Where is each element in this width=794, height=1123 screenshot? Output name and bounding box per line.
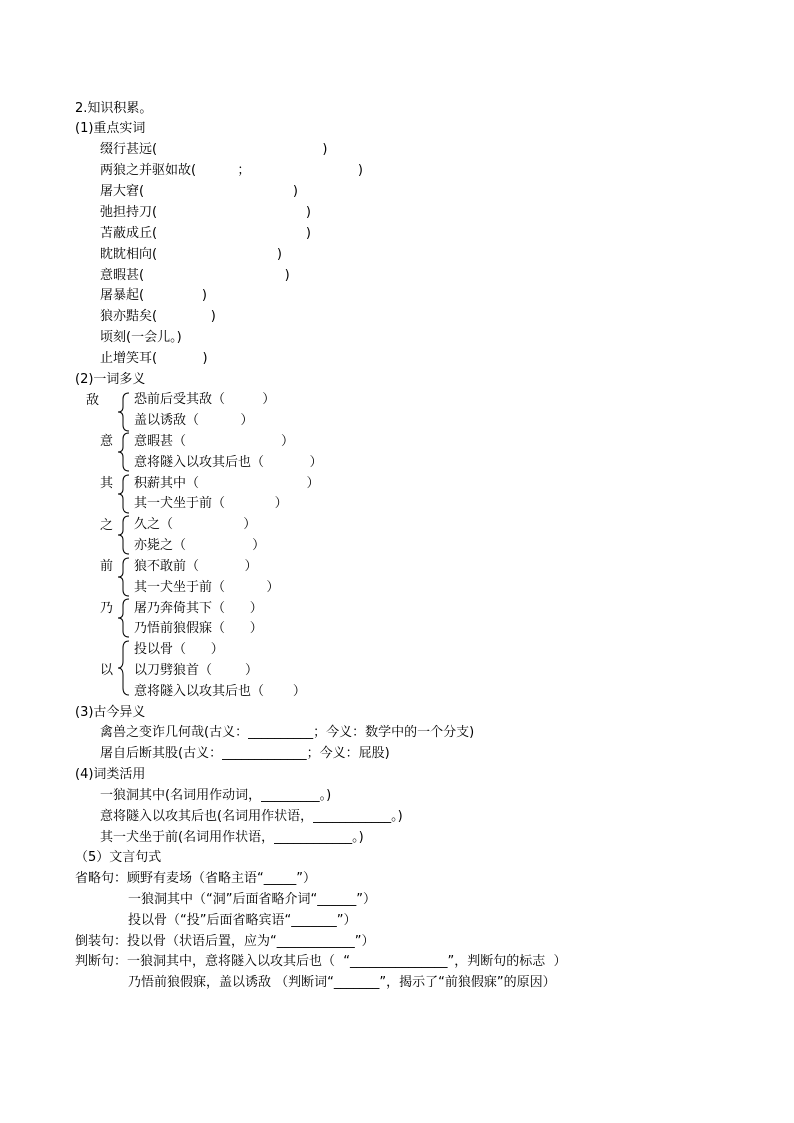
s5-line: 乃悟前狼假寐，盖以诱敌 （判断词“_______”，揭示了“前狼假寐”的原因） bbox=[128, 975, 556, 990]
s4-item: 意将隧入以攻其后也(名词用作状语，____________。) bbox=[100, 809, 403, 824]
s5-line: 投以骨（“投”后面省略宾语“_______”） bbox=[128, 913, 357, 928]
s2-item: 盖以诱敌（ ） bbox=[134, 413, 254, 428]
brace-bracket bbox=[116, 474, 130, 514]
s2-item: 积薪其中（ ） bbox=[134, 476, 320, 491]
s2-item: 意将隧入以攻其后也（ ） bbox=[134, 684, 306, 699]
brace-bracket bbox=[116, 515, 130, 555]
brace-bracket bbox=[116, 640, 130, 696]
s3-item: 禽兽之变诈几何哉(古义：__________；今义：数学中的一个分支) bbox=[100, 725, 475, 740]
section-heading: 2.知识积累。 bbox=[75, 101, 153, 116]
s2-item: 恐前后受其敌（ ） bbox=[134, 392, 276, 407]
s1-item: 屠大窘( ) bbox=[100, 184, 298, 199]
s2-item: 投以骨（ ） bbox=[134, 642, 224, 657]
s4-item: 其一犬坐于前(名词用作状语，____________。) bbox=[100, 830, 364, 845]
polysemy-word: 前 bbox=[100, 559, 114, 574]
s1-title: (1)重点实词 bbox=[75, 121, 146, 136]
polysemy-word: 意 bbox=[100, 434, 114, 449]
s2-item: 狼不敢前（ ） bbox=[134, 559, 258, 574]
polysemy-word: 其 bbox=[100, 476, 114, 491]
s5-line: 倒装句：投以骨（状语后置，应为“____________”） bbox=[75, 934, 375, 949]
brace-bracket bbox=[116, 557, 130, 597]
s5-line: 判断句：一狼洞其中，意将隧入以攻其后也（ “_______________”，判断句的标志 ） bbox=[75, 954, 567, 969]
s1-item: 眈眈相向( ) bbox=[100, 247, 282, 262]
s2-item: 屠乃奔倚其下（ ） bbox=[134, 601, 263, 616]
s3-title: (3)古今异义 bbox=[75, 705, 146, 720]
brace-bracket bbox=[116, 392, 130, 432]
s4-item: 一狼洞其中(名词用作动词，_________。) bbox=[100, 788, 332, 803]
s5-title: （5）文言句式 bbox=[75, 850, 162, 865]
s3-item: 屠自后断其股(古义：_____________；今义：屁股) bbox=[100, 746, 390, 761]
s1-item: 两狼之并驱如故( ； ) bbox=[100, 163, 363, 178]
brace-bracket bbox=[116, 432, 130, 472]
s1-item: 顷刻(一会儿。) bbox=[100, 330, 182, 345]
s5-line: 省略句：顾野有麦场（省略主语“_____”） bbox=[75, 871, 316, 886]
s1-item: 止增笑耳( ) bbox=[100, 351, 208, 366]
brace-bracket bbox=[116, 598, 130, 638]
s2-title: (2)一词多义 bbox=[75, 372, 146, 387]
s2-item: 乃悟前狼假寐（ ） bbox=[134, 621, 263, 636]
s2-item: 其一犬坐于前（ ） bbox=[134, 580, 280, 595]
s2-item: 意暇甚（ ） bbox=[134, 434, 295, 449]
polysemy-word: 以 bbox=[100, 663, 114, 678]
s5-line: 一狼洞其中（“洞”后面省略介词“______”） bbox=[128, 892, 376, 907]
s1-item: 屠暴起( ) bbox=[100, 288, 207, 303]
s2-item: 以刀劈狼首（ ） bbox=[134, 663, 259, 678]
s2-item: 意将隧入以攻其后也（ ） bbox=[134, 455, 323, 470]
polysemy-word: 敌 bbox=[86, 393, 100, 408]
polysemy-word: 之 bbox=[100, 518, 114, 533]
s1-item: 意暇甚( ) bbox=[100, 268, 290, 283]
s1-item: 缀行甚远( ) bbox=[100, 142, 328, 157]
s2-item: 亦毙之（ ） bbox=[134, 538, 266, 553]
s1-item: 苫蔽成丘( ) bbox=[100, 226, 311, 241]
polysemy-word: 乃 bbox=[100, 601, 114, 616]
s2-item: 久之（ ） bbox=[134, 517, 257, 532]
s1-item: 狼亦黠矣( ) bbox=[100, 309, 216, 324]
s1-item: 弛担持刀( ) bbox=[100, 205, 311, 220]
s4-title: (4)词类活用 bbox=[75, 767, 146, 782]
s2-item: 其一犬坐于前（ ） bbox=[134, 496, 288, 511]
